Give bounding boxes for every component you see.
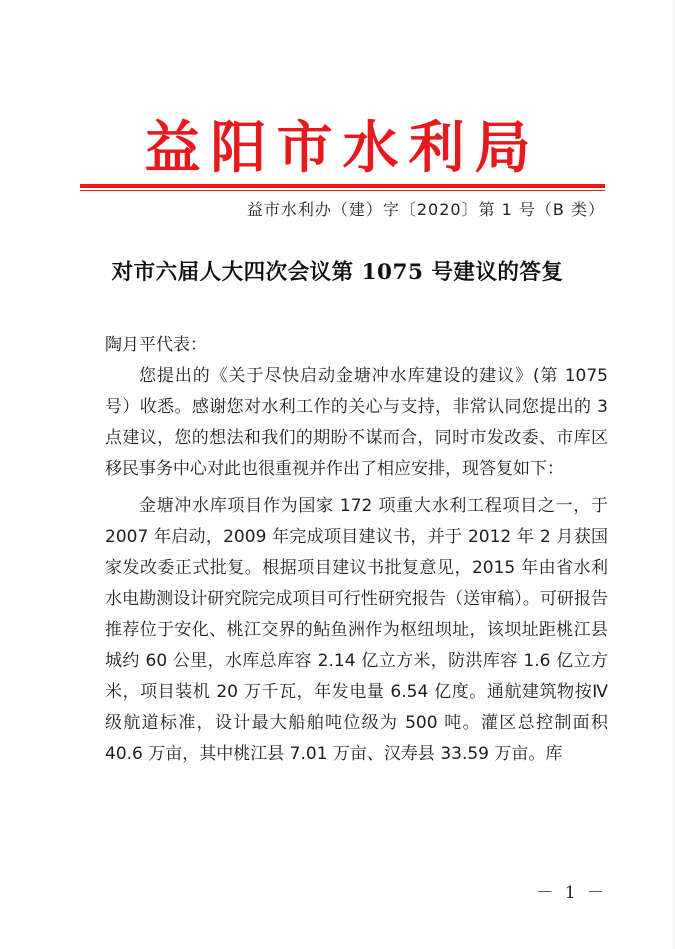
agency-masthead: 益阳市水利局	[144, 115, 541, 181]
page-number: － 1 －	[536, 883, 607, 903]
document-number: 益市水利办（建）字〔2020〕第 1 号（B 类）	[246, 200, 605, 219]
paragraph-1: 您提出的《关于尽快启动金塘冲水库建设的建议》(第 1075 号）收悉。感谢您对水利工作的关心与支持，非常认同您提出的 3 点建议，您的想法和我们的期盼不谋而合，同时市发改委、市库区移民事务中心对此也很重视并作出了相应安排，现答复如下：	[105, 366, 608, 479]
document-title: 对市六届人大四次会议第 1075 号建议的答复	[111, 260, 564, 285]
masthead-red-rule-thin	[80, 190, 605, 191]
salutation: 陶月平代表：	[105, 335, 207, 355]
masthead-red-rule-thick	[80, 184, 605, 188]
paragraph-2: 金塘冲水库项目作为国家 172 项重大水利工程项目之一，于 2007 年启动，2009 年完成项目建议书，并于 2012 年 2 月获国家发改委正式批复。根据项目建议书批复意见，2015 年由省水利水电勘测设计研究院完成项目可行性研究报告（送审稿）。可研报告推荐位于安化、桃江交界的鲇鱼洲作为枢纽坝址，该坝址距桃江县城约 60 公里，水库总库容 2.14 亿立方米，防洪库容 1.6 亿立方米，项目装机 20 万千瓦，年发电量 6.54 亿度。通航建筑物按Ⅳ级航道标准，设计最大船舶吨位级为 500 吨。灌区总控制面积 40.6 万亩，其中桃江县 7.01 万亩、汉寿县 33.59 万亩。库	[105, 496, 608, 764]
document-body	[105, 330, 608, 770]
